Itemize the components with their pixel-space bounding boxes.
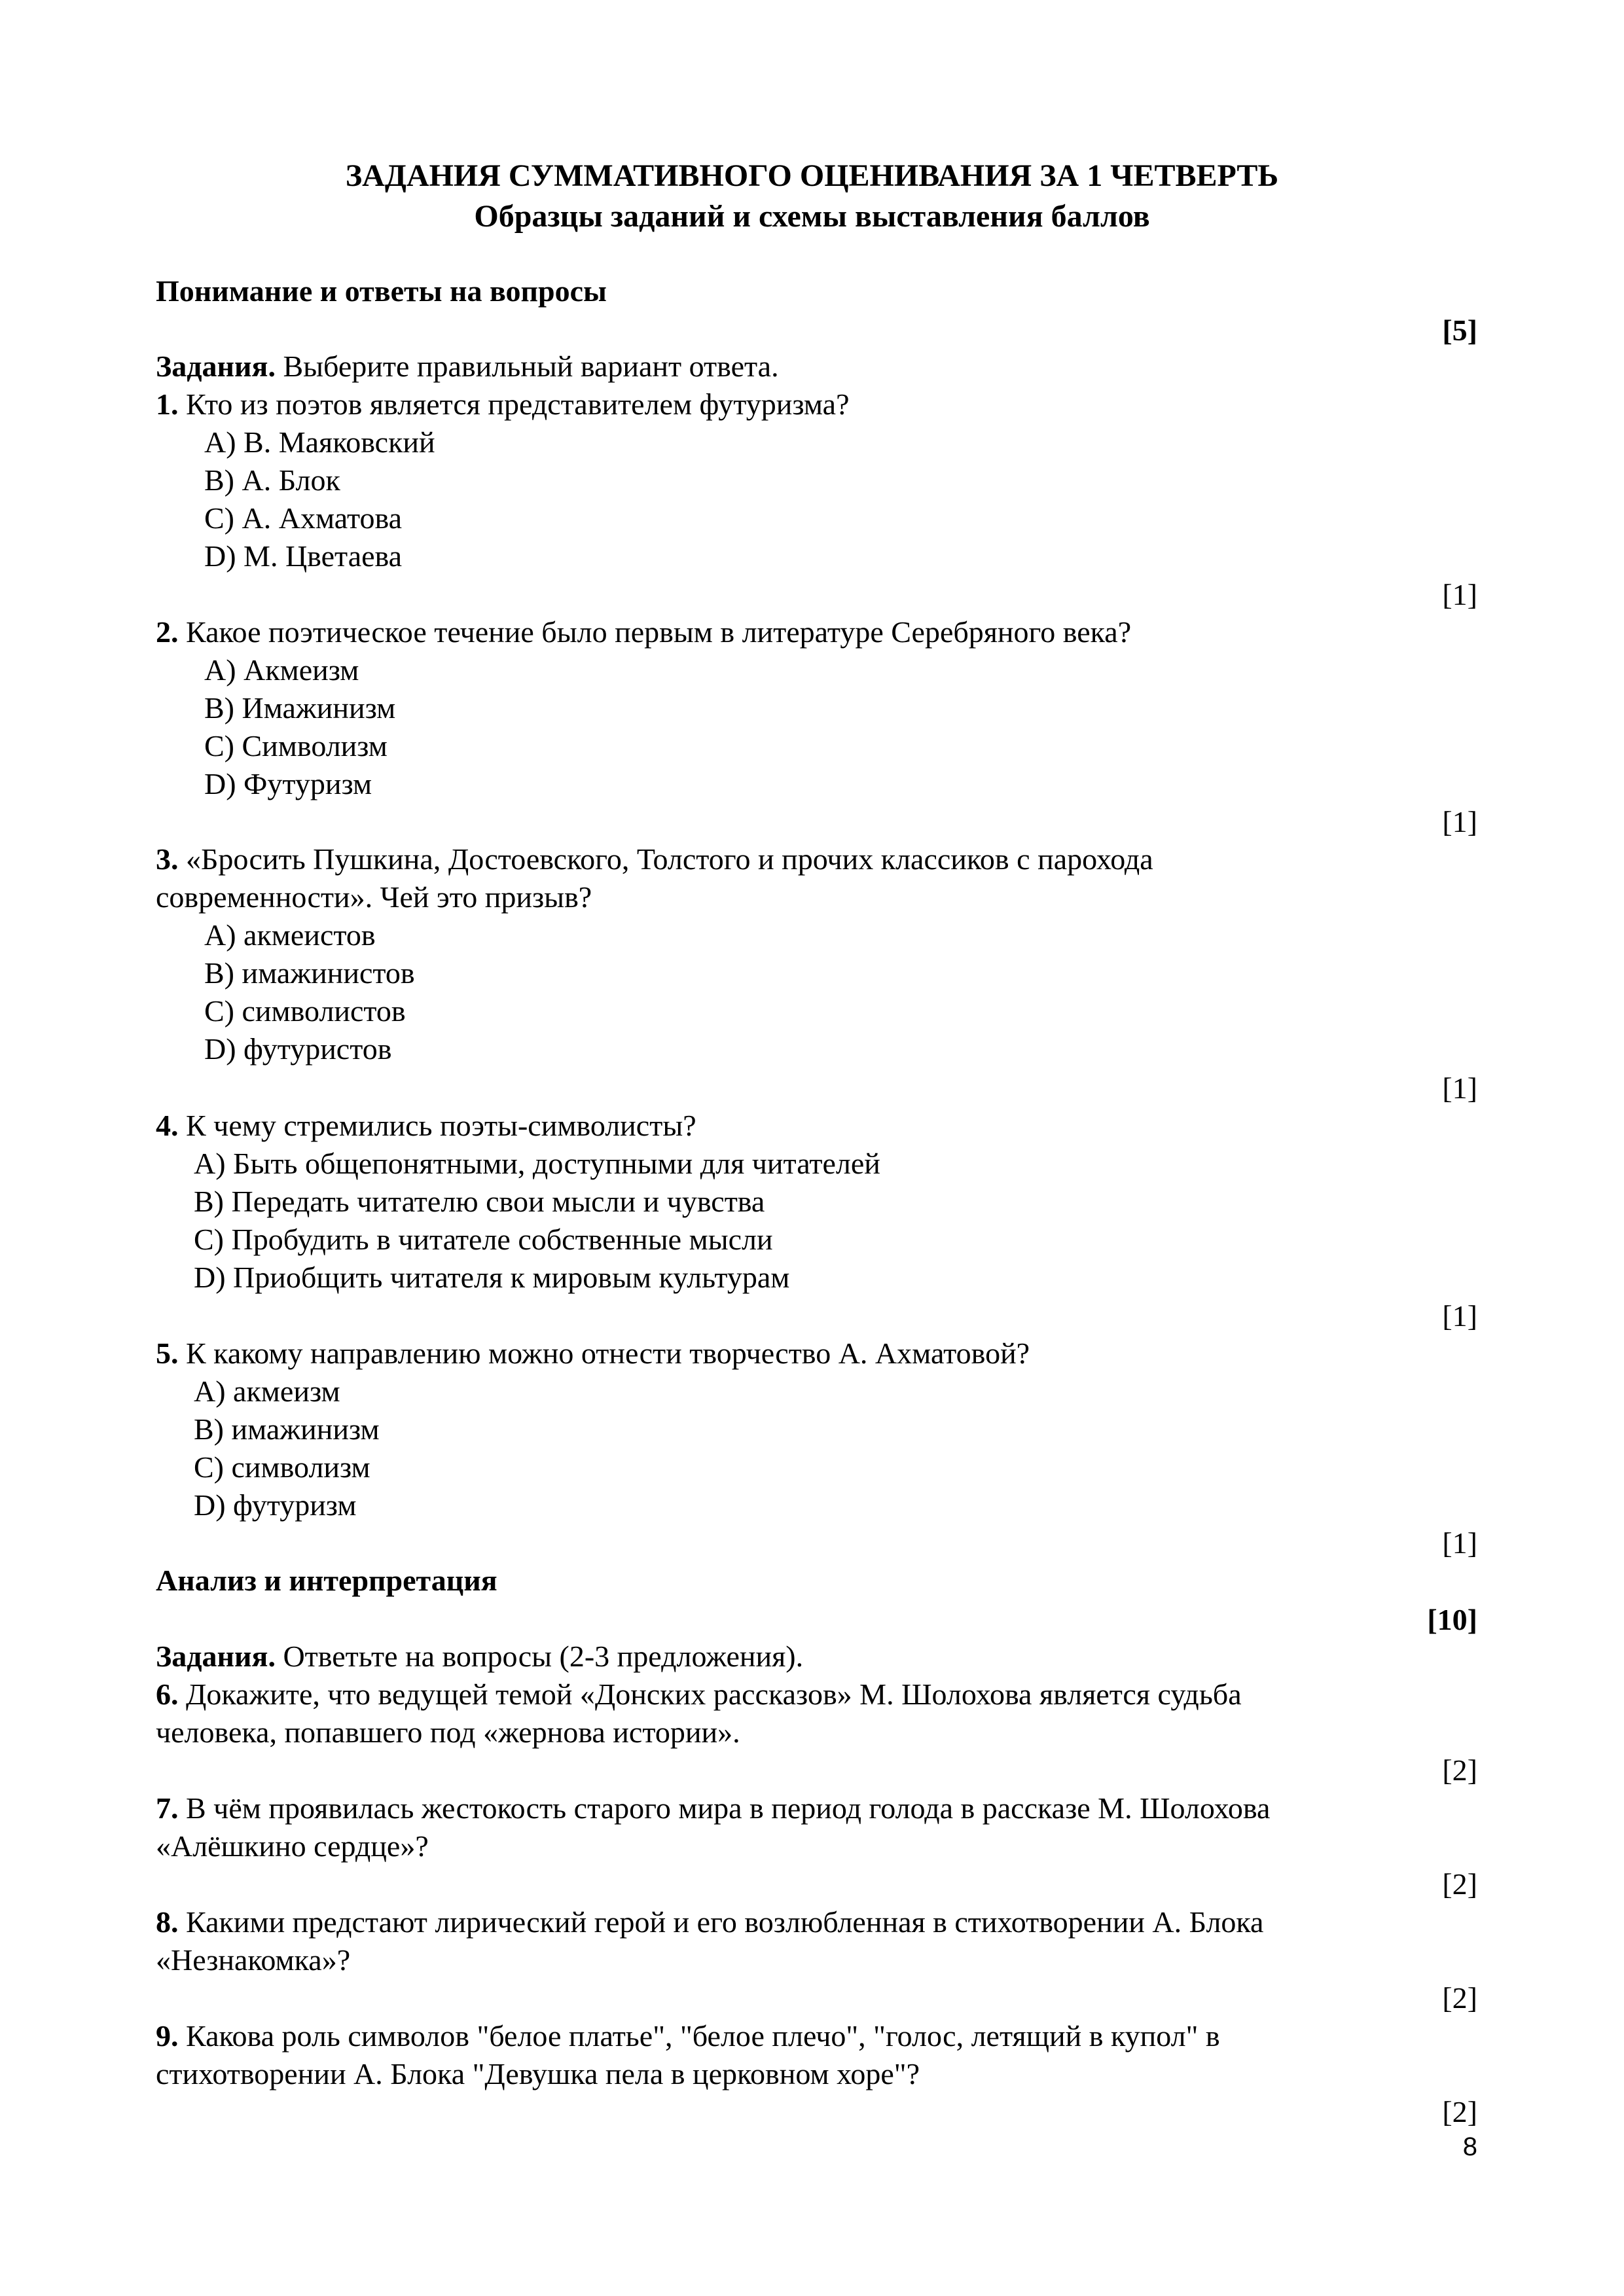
question-score: [1]: [1442, 805, 1477, 838]
question-text: К какому направлению можно отнести творчество А. Ахматовой?: [178, 1336, 1030, 1370]
question-6: [156, 1679, 1242, 1710]
section-total-score: [10]: [1427, 1603, 1477, 1636]
answer-option: D) М. Цветаева: [204, 539, 403, 573]
answer-option: C) символизм: [194, 1450, 370, 1484]
answer-option: D) футуризм: [194, 1488, 357, 1522]
question-text: Какими предстают лирический герой и его возлюбленная в стихотворении А. Блока: [178, 1905, 1264, 1939]
question-9: [156, 2021, 1220, 2051]
answer-option: A) Быть общепонятными, доступными для читателей: [194, 1147, 880, 1180]
question-number: 2.: [156, 615, 179, 649]
question-7: [156, 1793, 1270, 1823]
question-score: [2]: [1442, 1867, 1477, 1901]
page-number: 8: [1462, 2132, 1477, 2161]
question-text: Докажите, что ведущей темой «Донских рассказов» М. Шолохова является судьба: [178, 1677, 1242, 1711]
answer-option: D) Футуризм: [204, 767, 372, 800]
question-number: 6.: [156, 1677, 179, 1711]
answer-option: C) Пробудить в читателе собственные мысли: [194, 1223, 773, 1256]
question-text: «Бросить Пушкина, Достоевского, Толстого и прочих классиков с парохода: [178, 842, 1153, 876]
answer-option: B) А. Блок: [204, 463, 340, 497]
question-number: 3.: [156, 842, 179, 876]
question-3: [156, 844, 1153, 874]
question-text-continued: «Алёшкино сердце»?: [156, 1829, 429, 1863]
question-number: 8.: [156, 1905, 179, 1939]
answer-option: D) Приобщить читателя к мировым культурам: [194, 1261, 790, 1294]
question-1: [156, 389, 849, 420]
answer-option: A) акмеизм: [194, 1374, 340, 1408]
question-number: 1.: [156, 387, 179, 421]
question-4: [156, 1111, 696, 1141]
instruction-label: Задания.: [156, 1640, 276, 1673]
answer-option: B) имажинистов: [204, 956, 415, 990]
question-number: 5.: [156, 1336, 179, 1370]
answer-option: D) футуристов: [204, 1032, 392, 1066]
question-text: Кто из поэтов является представителем футуризма?: [178, 387, 850, 421]
question-text-continued: человека, попавшего под «жернова истории».: [156, 1715, 740, 1749]
instruction-text: Выберите правильный вариант ответа.: [275, 350, 779, 383]
question-number: 9.: [156, 2019, 179, 2053]
question-number: 4.: [156, 1109, 179, 1142]
page-subtitle: Образцы заданий и схемы выставления баллов: [474, 199, 1150, 234]
section-total-score: [5]: [1442, 314, 1477, 347]
section-instruction: [156, 351, 779, 382]
question-text: Какое поэтическое течение было первым в литературе Серебряного века?: [178, 615, 1132, 649]
answer-option: A) акмеистов: [204, 918, 376, 952]
answer-option: B) имажинизм: [194, 1412, 380, 1446]
instruction-label: Задания.: [156, 350, 276, 383]
question-5: [156, 1338, 1030, 1369]
question-score: [2]: [1442, 2095, 1477, 2128]
answer-option: B) Передать читателю свои мысли и чувства: [194, 1185, 765, 1218]
question-number: 7.: [156, 1791, 179, 1825]
question-score: [2]: [1442, 1981, 1477, 2015]
question-score: [1]: [1442, 578, 1477, 611]
question-text-continued: «Незнакомка»?: [156, 1943, 351, 1977]
question-8: [156, 1907, 1263, 1937]
answer-option: C) символистов: [204, 994, 406, 1028]
answer-option: A) В. Маяковский: [204, 425, 435, 459]
answer-option: C) Символизм: [204, 729, 388, 762]
question-text: К чему стремились поэты-символисты?: [178, 1109, 696, 1142]
page-title: ЗАДАНИЯ СУММАТИВНОГО ОЦЕНИВАНИЯ ЗА 1 ЧЕТВЕРТЬ: [345, 158, 1279, 193]
question-text: Какова роль символов "белое платье", "белое плечо", "голос, летящий в купол" в: [178, 2019, 1220, 2053]
instruction-text: Ответьте на вопросы (2-3 предложения).: [275, 1640, 804, 1673]
question-score: [1]: [1442, 1526, 1477, 1560]
question-text: В чём проявилась жестокость старого мира в период голода в рассказе М. Шолохова: [178, 1791, 1271, 1825]
question-score: [2]: [1442, 1753, 1477, 1787]
section-heading-analysis: Анализ и интерпретация: [156, 1564, 497, 1597]
answer-option: C) А. Ахматова: [204, 501, 402, 535]
answer-option: A) Акмеизм: [204, 653, 359, 687]
question-score: [1]: [1442, 1071, 1477, 1105]
question-text-continued: современности». Чей это призыв?: [156, 880, 592, 914]
section-instruction: [156, 1641, 803, 1672]
question-2: [156, 617, 1131, 647]
question-text-continued: стихотворении А. Блока "Девушка пела в церковном хоре"?: [156, 2057, 920, 2090]
section-heading-understanding: Понимание и ответы на вопросы: [156, 274, 607, 308]
question-score: [1]: [1442, 1299, 1477, 1333]
answer-option: B) Имажинизм: [204, 691, 396, 725]
